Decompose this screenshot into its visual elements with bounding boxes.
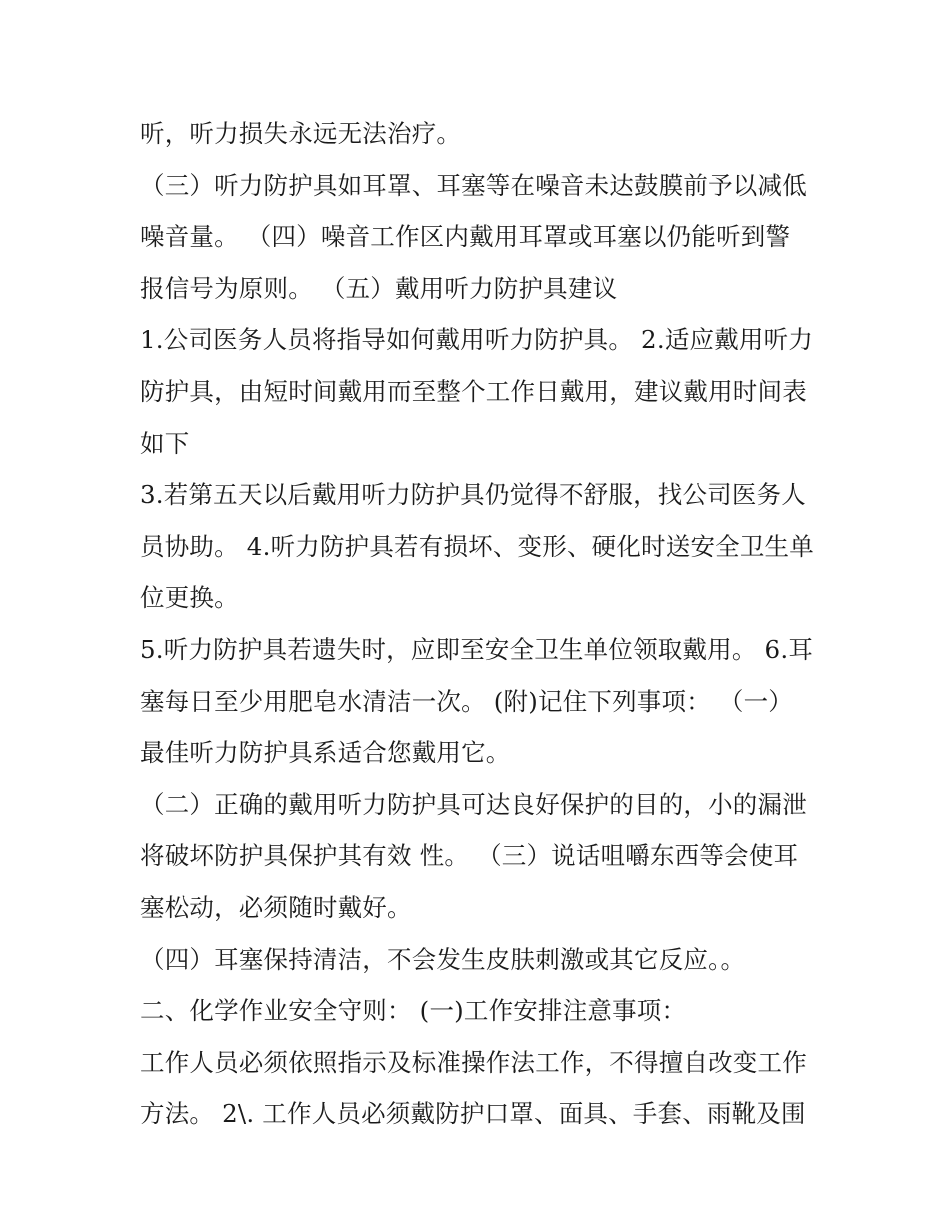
- text-line: 方法。 2\. 工作人员必须戴防护口罩、面具、手套、雨靴及围: [140, 1099, 806, 1129]
- text-line: 噪音量。 （四）噪音工作区内戴用耳罩或耳塞以仍能听到警: [140, 222, 791, 252]
- text-line: 二、化学作业安全守则： (一)工作安排注意事项：: [140, 996, 687, 1026]
- text-line: 5.听力防护具若遗失时，应即至安全卫生单位领取戴用。 6.耳: [140, 634, 814, 664]
- text-line: （二）正确的戴用听力防护具可达良好保护的目的，小的漏泄: [140, 789, 807, 819]
- text-line: 最佳听力防护具系适合您戴用它。: [140, 738, 511, 768]
- text-line: 将破坏防护具保护其有效 性。 （三）说话咀嚼东西等会使耳: [140, 841, 799, 871]
- text-line: 报信号为原则。 （五）戴用听力防护具建议: [140, 273, 618, 303]
- text-line: 1.公司医务人员将指导如何戴用听力防护具。 2.适应戴用听力: [140, 325, 814, 355]
- body-text: [140, 108, 820, 1140]
- text-line: 位更换。: [140, 583, 239, 613]
- text-line: 工作人员必须依照指示及标准操作法工作，不得擅自改变工作: [140, 1047, 807, 1077]
- text-line: 员协助。 4.听力防护具若有损坏、变形、硬化时送安全卫生单: [140, 531, 814, 561]
- text-line: 防护具，由短时间戴用而至整个工作日戴用，建议戴用时间表: [140, 376, 807, 406]
- text-line: 3.若第五天以后戴用听力防护具仍觉得不舒服，找公司医务人: [140, 480, 806, 510]
- text-line: 塞松动，必须随时戴好。: [140, 892, 412, 922]
- text-line: （四）耳塞保持清洁，不会发生皮肤刺激或其它反应。。: [140, 944, 746, 974]
- text-line: 塞每日至少用肥皂水清洁一次。 (附)记住下列事项： （一）: [140, 686, 793, 716]
- text-line: （三）听力防护具如耳罩、耳塞等在噪音未达鼓膜前予以减低: [140, 170, 807, 200]
- text-line: 听，听力损失永远无法治疗。: [140, 119, 462, 148]
- text-line: 如下: [140, 428, 190, 458]
